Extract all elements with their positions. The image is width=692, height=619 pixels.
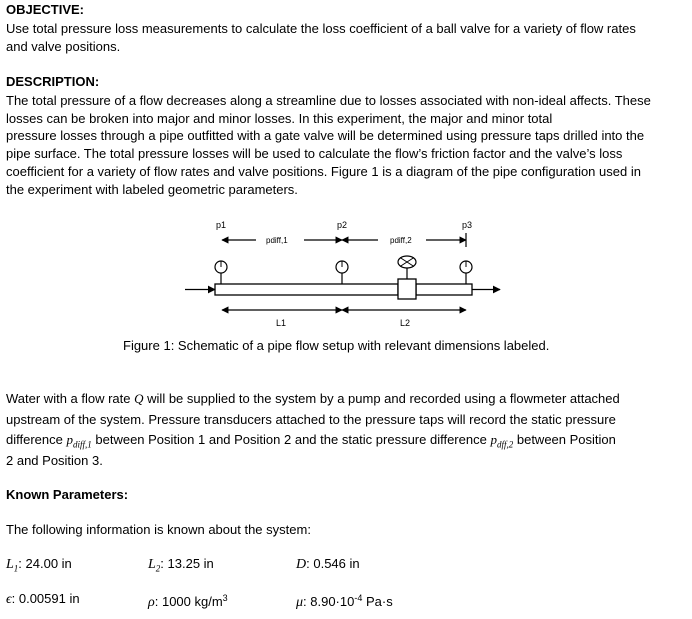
param-l1: $L_1$: 24.00 in (6, 556, 72, 574)
objective-line-2: and valve positions. (6, 39, 121, 54)
figure-caption: Figure 1: Schematic of a pipe flow setup with relevant dimensions labeled. (123, 338, 550, 353)
pdiff2-label: pdiff,2 (390, 236, 412, 245)
gauge-2-icon (336, 261, 348, 284)
pipe-segment-upstream (215, 284, 398, 295)
objective-heading: OBJECTIVE: (6, 2, 85, 17)
ball-valve-icon (398, 256, 416, 299)
l2-label: L2 (400, 318, 411, 328)
objective-line-1: Use total pressure loss measurements to calculate the loss coefficient of a ball valve for a variety of flow rates (6, 21, 636, 36)
water-line-2: upstream of the system. Pressure transducers attached to the pressure taps will record the static pressure (6, 412, 616, 427)
pipe-schematic-figure (170, 212, 510, 337)
param-l2: $L_2$: 13.25 in (148, 556, 214, 574)
l1-label: L1 (276, 318, 287, 328)
description-heading: DESCRIPTION: (6, 74, 100, 89)
p3-label: p3 (462, 220, 473, 230)
description-line: pipe surface. The total pressure losses will be used to calculate the flow’s friction factor and the valve’s loss (6, 146, 623, 161)
param-epsilon: ϵ: 0.00591 in (6, 591, 80, 607)
p1-label: p1 (216, 220, 227, 230)
description-line: The total pressure of a flow decreases along a streamline due to losses associated with non-ideal affects. These (6, 93, 651, 108)
description-line: losses can be broken into major and minor losses. In this experiment, the major and minor total (6, 111, 553, 126)
pipe-segment-downstream (416, 284, 472, 295)
water-line-1: Water with a flow rate Q will be supplied to the system by a pump and recorded using a flowmeter attached (6, 391, 620, 406)
p2-label: p2 (337, 220, 348, 230)
water-line-3: difference $p_{diff,1}$ between Position 1 and Position 2 and the static pressure difference $p_{dff,2}$ between Position (6, 432, 616, 450)
description-line: coefficient for a variety of flow rates and valve positions. Figure 1 is a diagram of the pipe configuration used in (6, 164, 641, 179)
gauge-3-icon (460, 261, 472, 284)
gauge-1-icon (215, 261, 227, 284)
param-d: D: 0.546 in (296, 556, 360, 572)
pdiff1-label: pdiff,1 (266, 236, 288, 245)
water-line-4: 2 and Position 3. (6, 453, 103, 468)
param-rho: ρ: 1000 $kg/m^3$ (148, 593, 228, 610)
known-parameters-intro: The following information is known about the system: (6, 522, 311, 537)
param-mu: μ: $8.90\cdot 10^{-4}$ Pa·s (296, 593, 393, 610)
description-line: pressure losses through a pipe outfitted with a gate valve will be determined using pressure taps drilled into the (6, 128, 645, 143)
description-line: the experiment with labeled geometric parameters. (6, 182, 298, 197)
known-parameters-heading: Known Parameters: (6, 487, 129, 502)
